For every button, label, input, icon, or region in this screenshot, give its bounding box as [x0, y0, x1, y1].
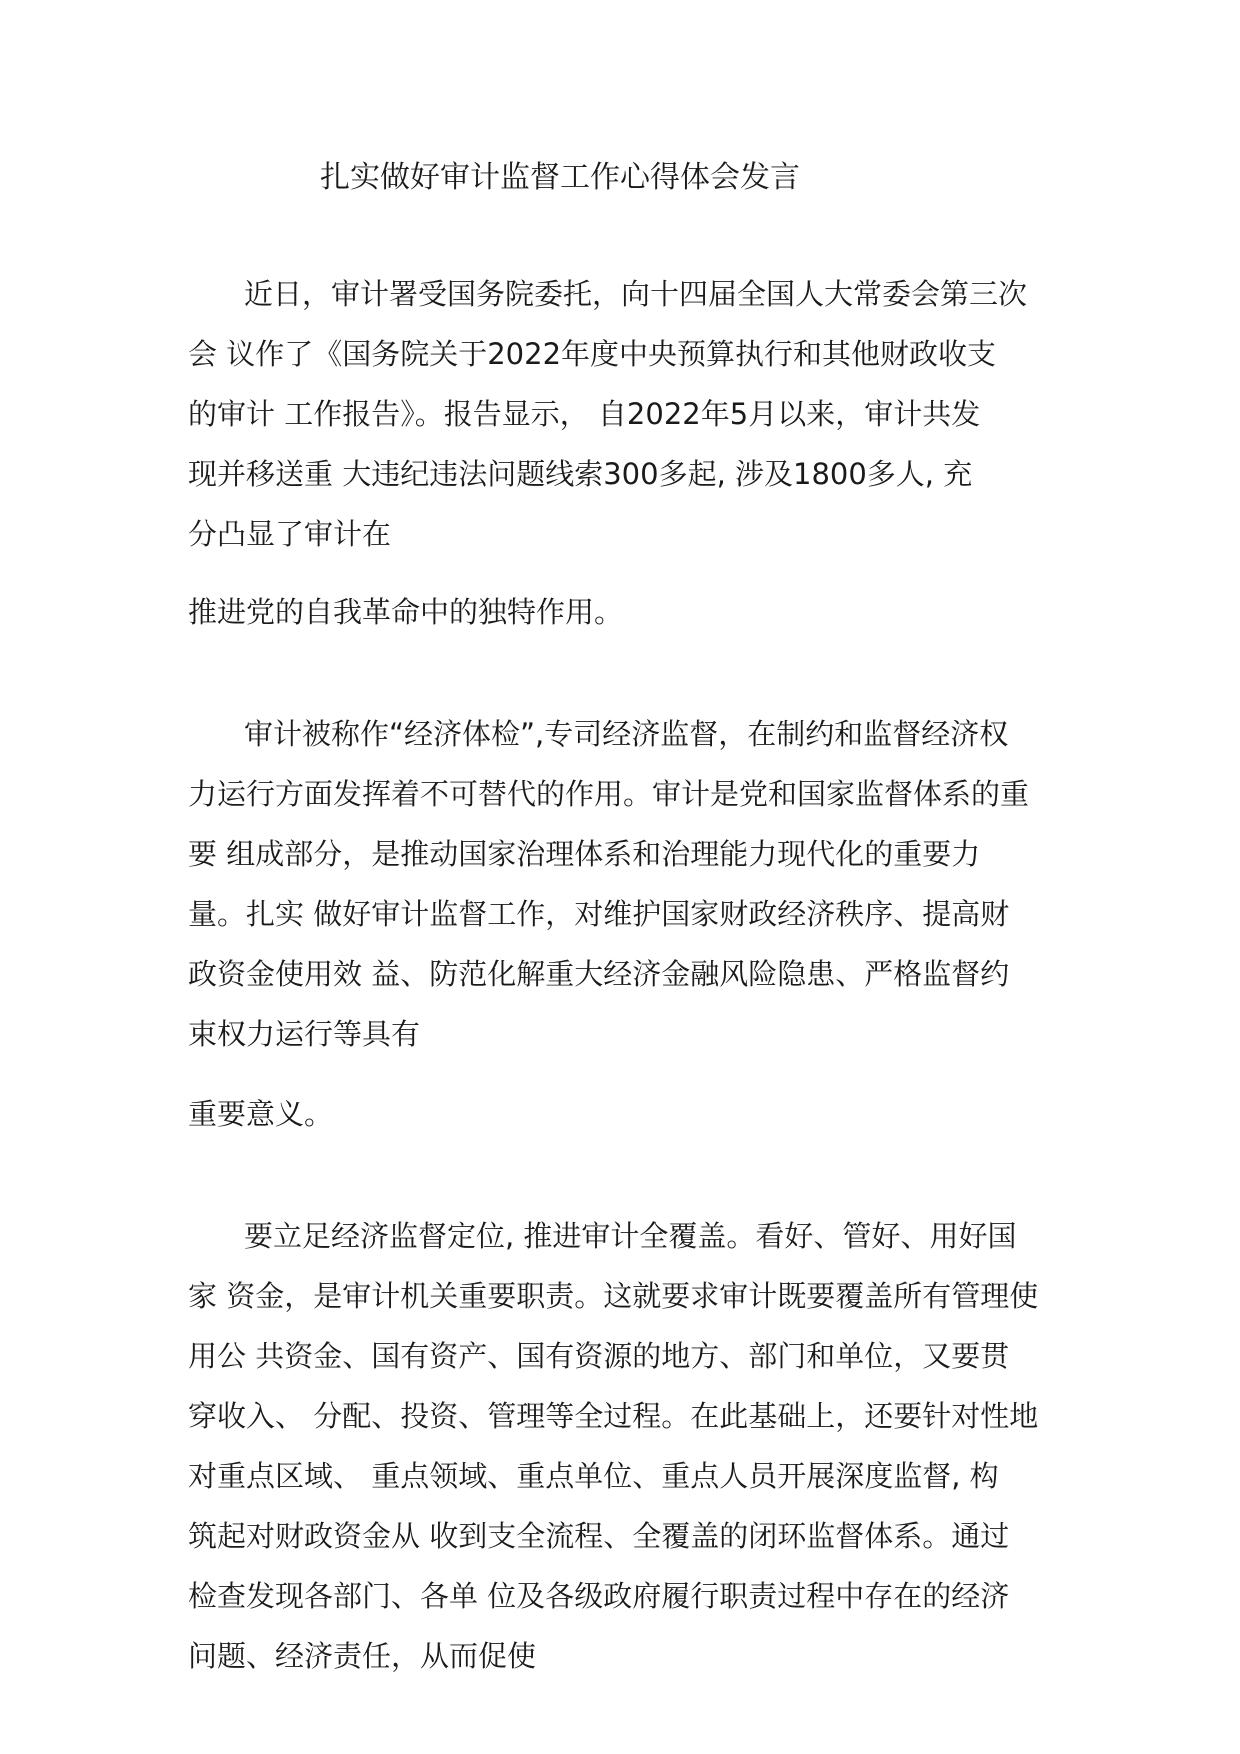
paragraph-line: 审计被称作“经济体检”,专司经济监督，在制约和监督经济权: [244, 717, 1009, 751]
paragraph-line: 现并移送重 大违纪违法问题线索300多起, 涉及1800多人, 充: [188, 457, 973, 491]
paragraph-1-continuation: [188, 582, 1068, 642]
document-title: 扎实做好审计监督工作心得体会发言: [320, 160, 800, 195]
paragraph-line: 用公 共资金、国有资产、国有资源的地方、部门和单位，又要贯: [188, 1339, 1010, 1373]
paragraph-line: 穿收入、 分配、投资、管理等全过程。在此基础上，还要针对性地: [188, 1399, 1039, 1433]
paragraph-line: 会 议作了《国务院关于2022年度中央预算执行和其他财政收支: [188, 337, 997, 371]
paragraph-2: [188, 704, 1068, 1064]
paragraph-line: 要 组成部分，是推动国家治理体系和治理能力现代化的重要力: [188, 837, 981, 871]
paragraph-line: 重要意义。: [188, 1097, 334, 1131]
paragraph-line: 家 资金，是审计机关重要职责。这就要求审计既要覆盖所有管理使: [188, 1279, 1039, 1313]
paragraph-2-continuation: [188, 1084, 1068, 1144]
paragraph-line: 问题、经济责任，从而促使: [188, 1639, 537, 1673]
paragraph-line: 政资金使用效 益、防范化解重大经济金融风险隐患、严格监督约: [188, 957, 1010, 991]
paragraph-line: 要立足经济监督定位, 推进审计全覆盖。看好、管好、用好国: [244, 1219, 1017, 1253]
paragraph-line: 近日，审计署受国务院委托，向十四届全国人大常委会第三次: [244, 277, 1028, 311]
paragraph-line: 筑起对财政资金从 收到支全流程、全覆盖的闭环监督体系。通过: [188, 1519, 1010, 1553]
paragraph-line: 量。扎实 做好审计监督工作，对维护国家财政经济秩序、提高财: [188, 897, 1010, 931]
paragraph-line: 分凸显了审计在: [188, 517, 392, 551]
paragraph-line: 的审计 工作报告》。报告显示， 自2022年5月以来，审计共发: [188, 397, 981, 431]
paragraph-line: 对重点区域、 重点领域、重点单位、重点人员开展深度监督, 构: [188, 1459, 999, 1493]
paragraph-line: 推进党的自我革命中的独特作用。: [188, 595, 624, 629]
paragraph-line: 检查发现各部门、各单 位及各级政府履行职责过程中存在的经济: [188, 1579, 1010, 1613]
paragraph-1: [188, 264, 1068, 564]
paragraph-line: 力运行方面发挥着不可替代的作用。审计是党和国家监督体系的重: [188, 777, 1030, 811]
paragraph-line: 束权力运行等具有: [188, 1017, 421, 1051]
paragraph-3: [188, 1206, 1068, 1686]
